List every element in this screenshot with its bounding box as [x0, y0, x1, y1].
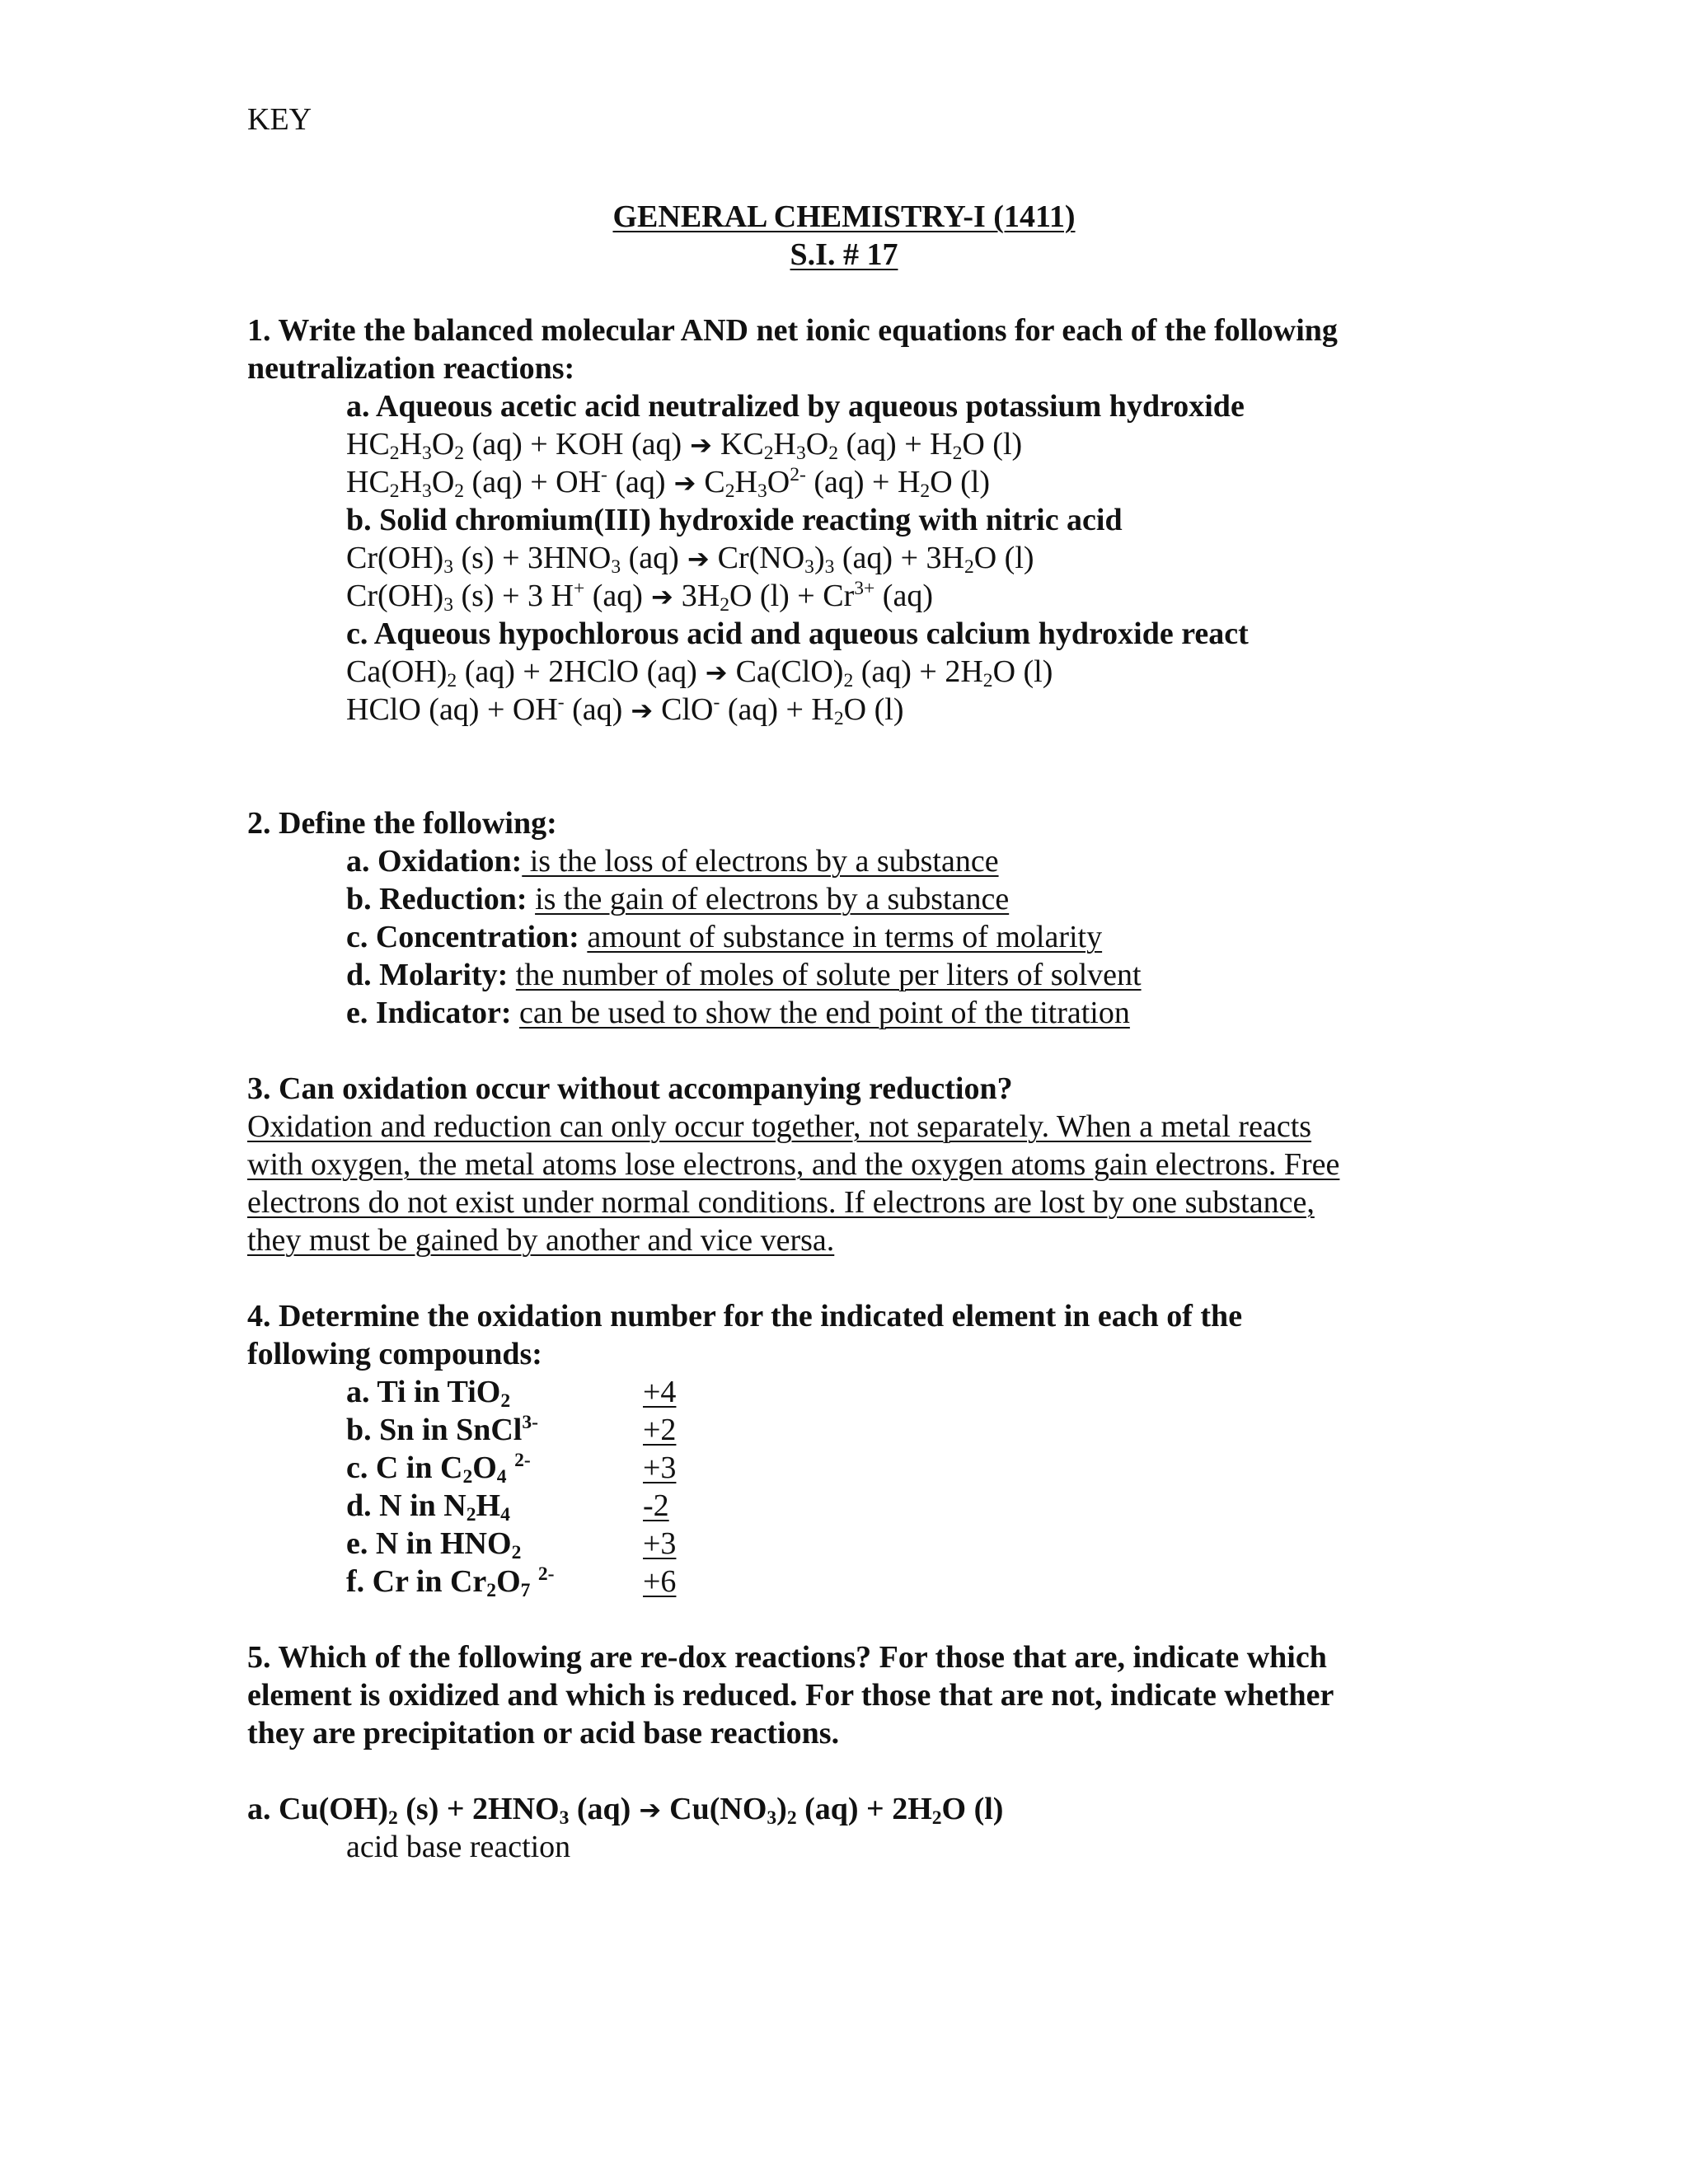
q4-item-answer: +3: [643, 1526, 677, 1561]
reaction-arrow-icon: ➔: [639, 1794, 662, 1825]
q1c-ionic-left: HClO (aq) + OH- (aq): [346, 691, 623, 727]
si-number: S.I. # 17: [790, 237, 898, 272]
q1c-ionic-right: ClO- $(aq) + H_2O$ (l): [661, 691, 904, 729]
q1b-molecular-equation: [346, 539, 1034, 578]
q4-item-label: e. N in $HNO_2$: [346, 1526, 522, 1563]
q2-definition: is the loss of electrons by a substance: [522, 844, 999, 879]
q2-item: [346, 842, 999, 880]
q2-prompt: 2. Define the following:: [247, 806, 557, 841]
reaction-arrow-icon: ➔: [687, 543, 710, 574]
reaction-arrow-icon: ➔: [631, 695, 654, 726]
q4-item-label: a. Ti in TiO$_2$: [346, 1375, 511, 1412]
q4-item-answer: +3: [643, 1451, 677, 1485]
q2-term: c. Concentration:: [346, 920, 579, 954]
q4-item-answer: +4: [643, 1375, 677, 1409]
q2-term: a. Oxidation:: [346, 844, 523, 879]
q5-prompt-line: element is oxidized and which is reduced. For those that are not, indicate whether: [247, 1678, 1334, 1713]
q2-term: b. Reduction:: [346, 882, 528, 916]
q1a-molecular-equation: [346, 425, 1022, 464]
q2-term: e. Indicator:: [346, 996, 512, 1030]
q4-item-label: b. Sn in SnCl$^{3-}$: [346, 1411, 538, 1447]
q1a-heading: a. Aqueous acetic acid neutralized by aqueous potassium hydroxide: [346, 389, 1245, 424]
q2-item: [346, 956, 1142, 994]
q5a-equation-left: a. $Cu(OH)_2$ $(s) + 2HNO_3$ (aq): [247, 1792, 631, 1829]
reaction-arrow-icon: ➔: [673, 467, 696, 499]
reaction-arrow-icon: ➔: [650, 581, 673, 612]
q1b-ionic-left: $Cr(OH)_3$ (s) + 3 H+ (aq): [346, 577, 643, 616]
q1c-molecular-left: $Ca(OH)_2$ (aq) + 2HClO (aq): [346, 654, 697, 691]
q3-answer-line: Oxidation and reduction can only occur together, not separately. When a metal reacts: [247, 1109, 1312, 1144]
q3-answer-line: with oxygen, the metal atoms lose electrons, and the oxygen atoms gain electrons. Free: [247, 1147, 1340, 1182]
q1b-heading: b. Solid chromium(III) hydroxide reacting with nitric acid: [346, 503, 1123, 537]
q2-item: [346, 918, 1102, 956]
q4-item-answer: +2: [643, 1413, 677, 1447]
q4-prompt-line2: following compounds:: [247, 1337, 542, 1371]
q1c-ionic-equation: [346, 691, 903, 729]
q1b-molecular-left: $Cr(OH)_3$ $(s) + 3HNO_3$ (aq): [346, 541, 679, 578]
course-title: GENERAL CHEMISTRY-I (1411): [612, 199, 1076, 234]
q4-item-label: f. Cr in $Cr_2O_7$ $^{2-}$: [346, 1563, 555, 1601]
q2-item: [346, 994, 1130, 1032]
q1a-ionic-left: $HC_2H_3O_2$ (aq) + OH- (aq): [346, 463, 666, 502]
q2-definition: amount of substance in terms of molarity: [587, 920, 1103, 954]
q1b-molecular-right: $Cr(NO_3)_3$ $(aq) + 3H_2O$ (l): [717, 541, 1034, 578]
q4-item-answer: -2: [643, 1488, 669, 1523]
q1c-heading: c. Aqueous hypochlorous acid and aqueous calcium hydroxide react: [346, 616, 1249, 651]
q4-item-label: d. N in $N_2H_4$: [346, 1488, 510, 1526]
q2-definition: is the gain of electrons by a substance: [535, 882, 1010, 916]
q2-definition: can be used to show the end point of the titration: [519, 996, 1130, 1030]
q5-prompt-line: they are precipitation or acid base reactions.: [247, 1716, 840, 1750]
q4-item-label: c. C in $C_2O_4$ $^{2-}$: [346, 1449, 531, 1488]
q1b-ionic-right: $3H_2O$ $(l) + Cr^{3+}$ (aq): [681, 577, 933, 616]
q1c-molecular-right: $Ca(ClO)_2$ $(aq) + 2H_2O$ (l): [735, 654, 1053, 691]
q5a-answer: acid base reaction: [346, 1830, 571, 1864]
reaction-arrow-icon: ➔: [690, 429, 712, 461]
q1a-ionic-equation: [346, 463, 990, 502]
q1b-ionic-equation: [346, 577, 933, 616]
reaction-arrow-icon: ➔: [705, 657, 728, 688]
q1-prompt-line2: neutralization reactions:: [247, 351, 575, 386]
q3-answer-line: electrons do not exist under normal conditions. If electrons are lost by one substance,: [247, 1185, 1315, 1220]
q2-item: [346, 880, 1009, 918]
q5a-equation: [247, 1790, 1003, 1829]
q1a-molecular-right: $KC_2H_3O_2$ $(aq) + H_2O$ (l): [720, 427, 1023, 464]
key-label: KEY: [247, 102, 312, 137]
q3-answer-line: they must be gained by another and vice versa.: [247, 1223, 835, 1258]
q3-prompt: 3. Can oxidation occur without accompanying reduction?: [247, 1071, 1013, 1106]
q4-item-answer: +6: [643, 1564, 677, 1599]
q1-prompt-line1: 1. Write the balanced molecular AND net ionic equations for each of the following: [247, 313, 1338, 348]
q1a-molecular-left: $HC_2H_3O_2$ (aq) + KOH (aq): [346, 427, 682, 464]
q1c-molecular-equation: [346, 653, 1053, 691]
q5a-equation-right: $Cu(NO_3)_2$ $(aq) + 2H_2O$ (l): [669, 1792, 1004, 1829]
q4-prompt-line1: 4. Determine the oxidation number for the indicated element in each of the: [247, 1299, 1243, 1333]
q5-prompt-line: 5. Which of the following are re-dox reactions? For those that are, indicate which: [247, 1640, 1327, 1675]
q2-term: d. Molarity:: [346, 958, 509, 992]
q2-definition: the number of moles of solute per liters of solvent: [515, 958, 1142, 992]
q1a-ionic-right: $C_2H_3O^{2-}$ $(aq) + H_2O$ (l): [704, 463, 990, 502]
